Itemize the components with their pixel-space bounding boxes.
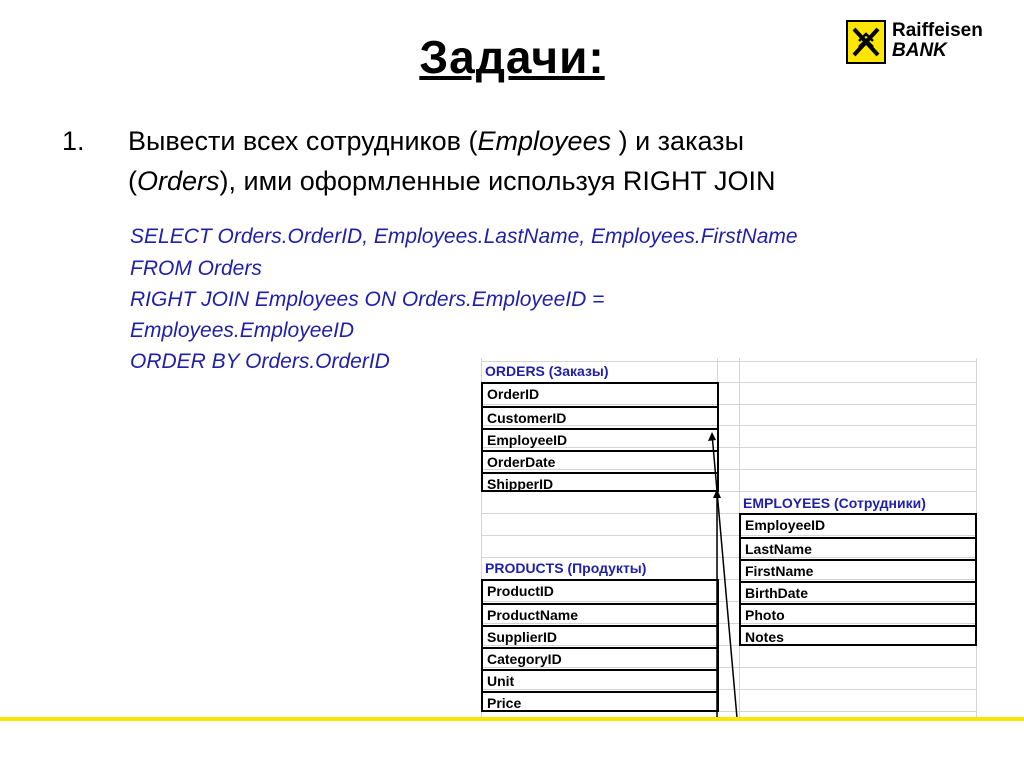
employees-field: BirthDate — [741, 581, 975, 602]
task-text-line-2: (Orders), ими оформленные используя RIGHT JOIN — [128, 166, 776, 196]
orders-field: OrderID — [487, 386, 540, 402]
sql-line-select: SELECT Orders.OrderID, Employees.LastName, Employees.FirstName — [130, 225, 798, 248]
products-field: Price — [483, 691, 717, 712]
task-text-line-1: Вывести всех сотрудников (Employees ) и заказы — [128, 126, 744, 156]
logo-text-raiffeisen: Raiffeisen — [892, 20, 983, 41]
logo-text-bank: BANK — [892, 40, 947, 61]
employees-table-header: EMPLOYEES (Сотрудники) — [743, 495, 926, 511]
orders-field: OrderDate — [483, 450, 717, 471]
employees-field: Notes — [741, 625, 975, 646]
products-field: ProductID — [487, 583, 554, 599]
employees-field: FirstName — [741, 559, 975, 580]
task-number: 1. — [62, 126, 85, 156]
products-field: CategoryID — [483, 647, 717, 668]
employees-field: Photo — [741, 603, 975, 624]
bottom-accent-line — [0, 717, 1024, 721]
relationship-line-employee — [712, 434, 737, 718]
orders-field: ShipperID — [483, 472, 717, 493]
products-field: ProductName — [483, 603, 717, 624]
orders-field: CustomerID — [483, 406, 717, 427]
sql-line-join-cont: Employees.EmployeeID — [130, 319, 355, 342]
employees-field: EmployeeID — [745, 517, 826, 533]
arrowhead-icon — [708, 432, 716, 441]
schema-spreadsheet — [481, 358, 978, 718]
orders-table-header: ORDERS (Заказы) — [485, 363, 609, 379]
products-field: SupplierID — [483, 625, 717, 646]
raiffeisen-logo-icon — [846, 20, 886, 64]
raiffeisen-logo — [846, 20, 996, 68]
employees-field: LastName — [741, 537, 975, 558]
sql-line-from: FROM Orders — [130, 257, 262, 280]
orders-field: EmployeeID — [483, 428, 717, 449]
slide-title: Задачи: — [419, 31, 605, 83]
products-field: Unit — [483, 669, 717, 690]
sql-line-order: ORDER BY Orders.OrderID — [130, 350, 390, 373]
sql-line-join: RIGHT JOIN Employees ON Orders.EmployeeID = — [130, 288, 605, 311]
arrowhead-icon — [713, 489, 721, 498]
relationship-lines — [481, 358, 978, 718]
products-table-header: PRODUCTS (Продукты) — [485, 560, 647, 576]
